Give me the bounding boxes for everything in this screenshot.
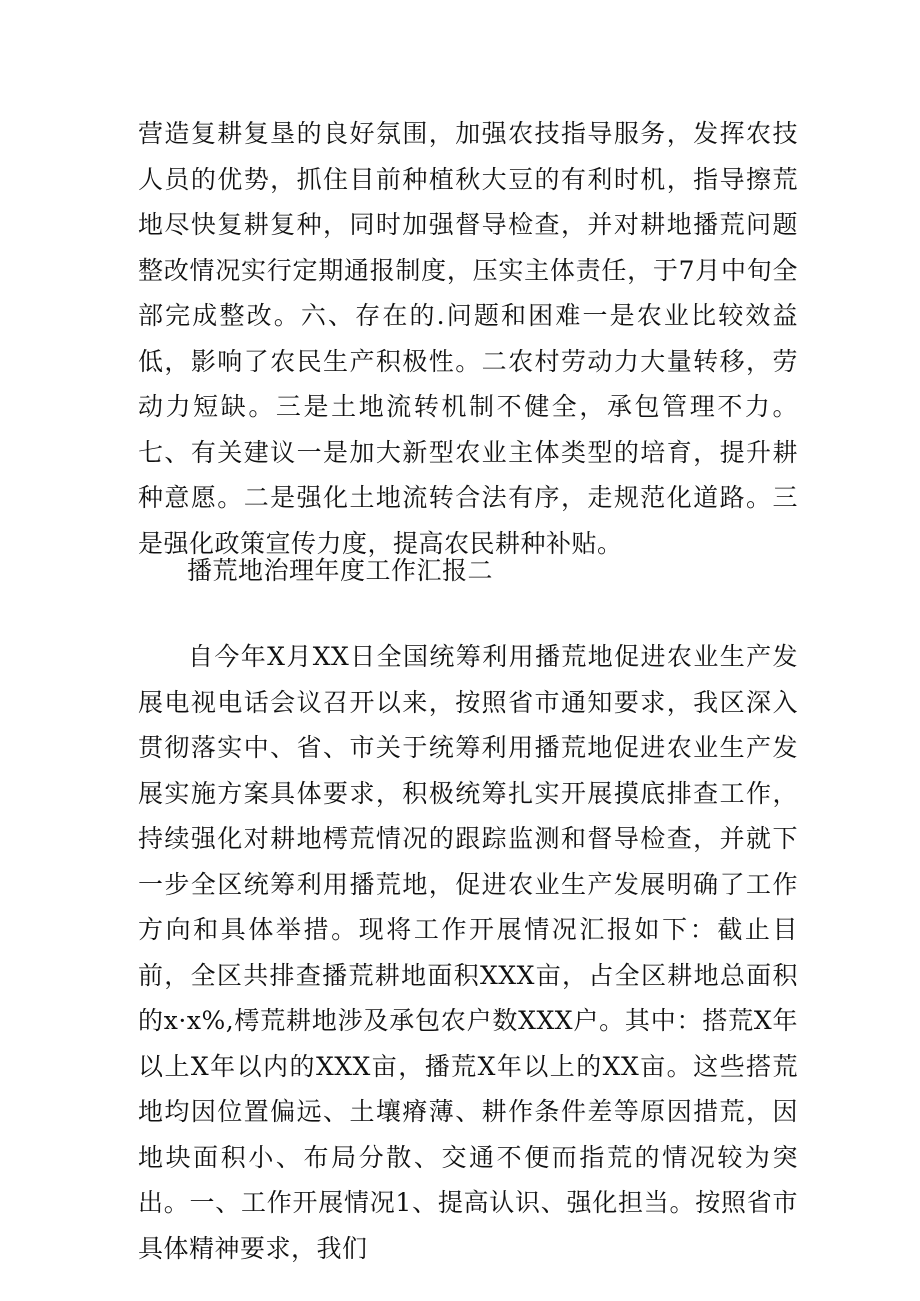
body-paragraph-1: 营造复耕复垦的良好氛围，加强农技指导服务，发挥农技人员的优势，抓住目前种植秋大豆的有利时机，指导擦荒地尽快复耕复种，同时加强督导检查，并对耕地播荒问题整改情况实行定期通报制度，压实主体责任，于7月中旬全部完成整改。六、存在的.问题和困难一是农业比较效益低，影响了农民生产积极性。二农村劳动力大量转移，劳动力短缺。三是土地流转机制不健全，承包管理不力。七、有关建议一是加大新型农业主体类型的培育，提升耕种意愿。二是强化土地流转合法有序，走规范化道路。三是强化政策宣传力度，提高农民耕种补贴。 [138,119,798,558]
body-paragraph-2: 自今年X月XX日全国统筹利用播荒地促进农业生产发展电视电话会议召开以来，按照省市通知要求，我区深入贯彻落实中、省、市关于统筹利用播荒地促进农业生产发展实施方案具体要求，积极统筹扎实开展摸底排查工作，持续强化对耕地樗荒情况的跟踪监测和督导检查，并就下一步全区统筹利用播荒地，促进农业生产发展明确了工作方向和具体举措。现将工作开展情况汇报如下：截止目前，全区共排查播荒耕地面积XXX亩，占全区耕地总面积的x·x%,樗荒耕地涉及承包农户数XXX户。其中：搭荒X年以上X年以内的XXX亩，播荒X年以上的XX亩。这些搭荒地均因位置偏远、土壤瘠薄、耕作条件差等原因措荒，因地块面积小、布局分散、交通不便而指荒的情况较为突出。一、工作开展情况1、提高认识、强化担当。按照省市具体精神要求，我们 [138,642,798,1263]
section-heading: 播荒地治理年度工作汇报二 [187,556,494,585]
